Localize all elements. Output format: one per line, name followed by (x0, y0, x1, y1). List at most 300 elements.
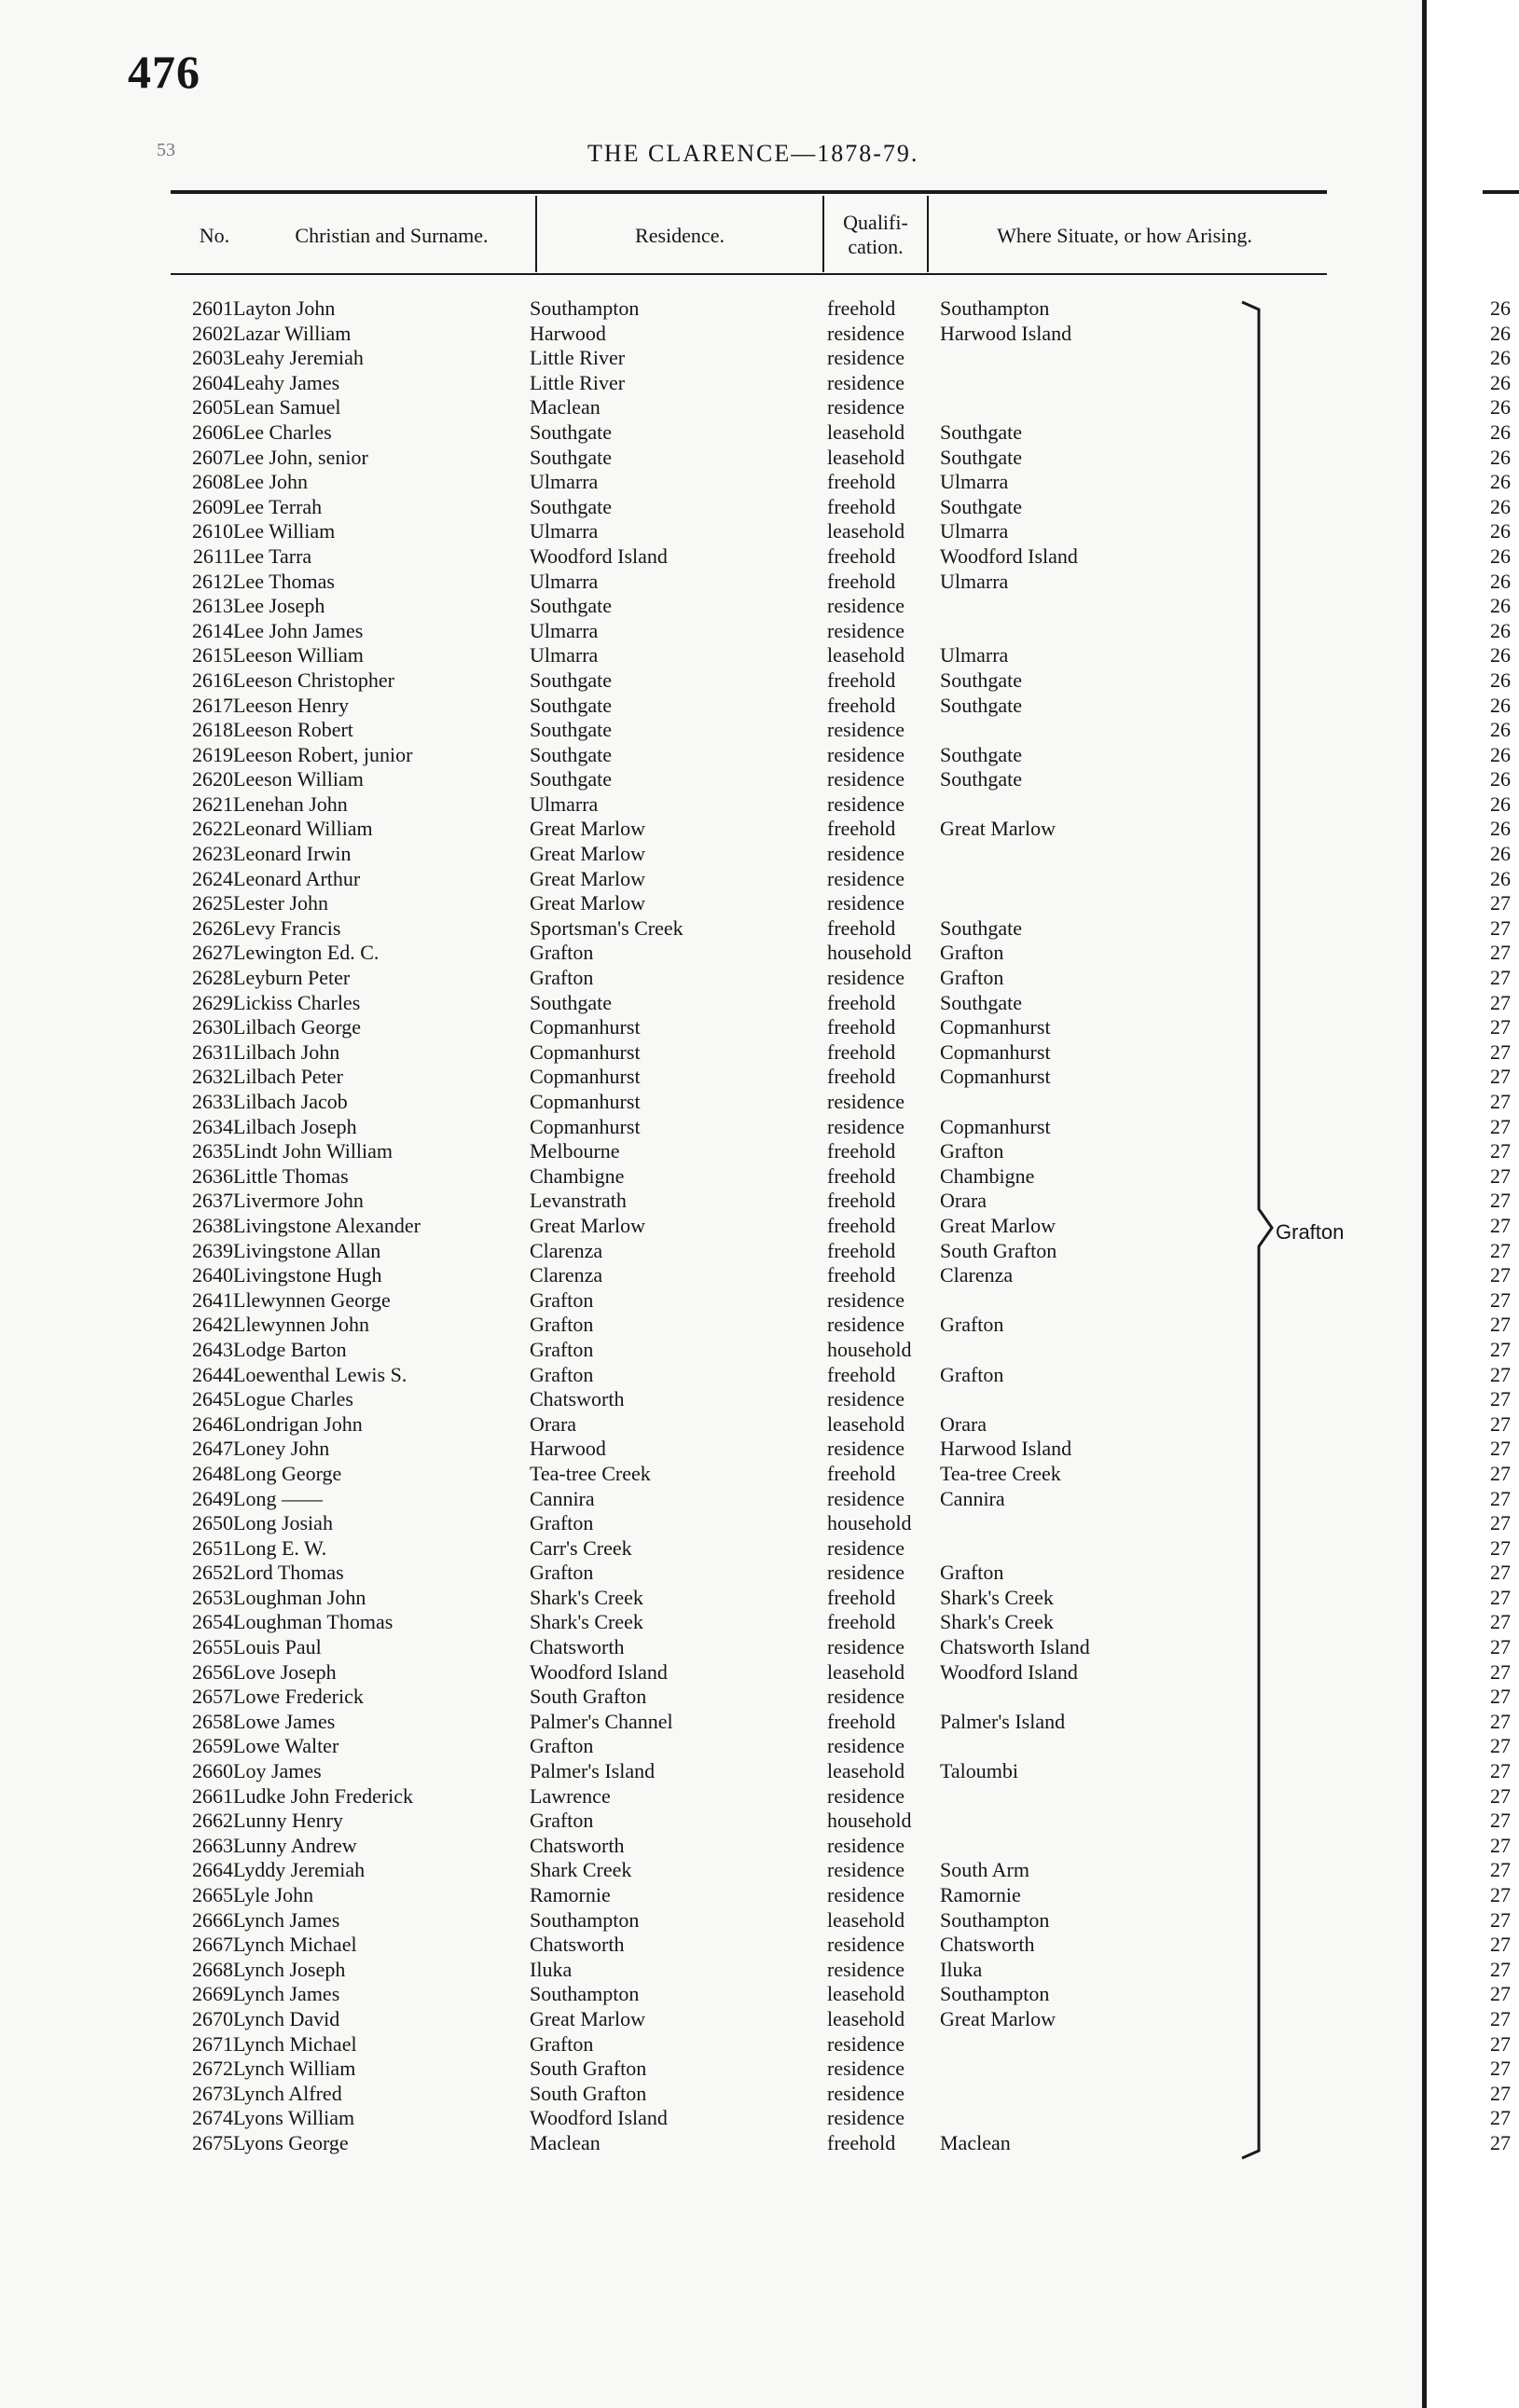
adjacent-number: 27 (1490, 1734, 1511, 1758)
row-name: Llewynnen John (233, 1313, 370, 1337)
adjacent-number: 26 (1490, 370, 1511, 394)
row-qualification: residence (827, 395, 905, 420)
table-row (0, 1586, 1427, 1611)
row-where-situate: Maclean (940, 2130, 1011, 2154)
row-qualification: residence (827, 966, 905, 990)
row-residence: Grafton (530, 1337, 594, 1361)
row-residence: Clarenza (530, 1263, 603, 1287)
row-residence: Southgate (530, 494, 612, 518)
row-residence: Grafton (530, 1561, 594, 1585)
table-row (0, 1090, 1427, 1115)
table-row (0, 1660, 1427, 1686)
row-residence: Clarenza (530, 1238, 603, 1262)
row-where-situate: Shark's Creek (940, 1585, 1054, 1609)
row-name: Lickiss Charles (233, 990, 361, 1014)
folio-mark: 53 (157, 140, 175, 160)
table-row (0, 1734, 1427, 1759)
row-name: Lynch Joseph (233, 1957, 346, 1981)
row-name: Lewington Ed. C. (233, 941, 380, 965)
adjacent-number: 26 (1490, 321, 1511, 345)
row-qualification: residence (827, 1957, 905, 1981)
row-where-situate: Chambigne (940, 1163, 1035, 1188)
register-rows (0, 296, 1427, 2156)
row-number: 2601 (192, 296, 233, 320)
row-residence: Chatsworth (530, 1833, 625, 1857)
row-where-situate: Southgate (940, 445, 1022, 469)
row-number: 2604 (192, 370, 233, 394)
row-name: Lee John James (233, 618, 364, 642)
row-name: Leeson William (233, 643, 364, 667)
adjacent-number: 27 (1490, 1858, 1511, 1882)
row-name: Leeson Robert (233, 718, 353, 742)
adjacent-number: 27 (1490, 2006, 1511, 2030)
row-name: Lodge Barton (233, 1337, 347, 1361)
header-residence: Residence. (635, 224, 725, 247)
adjacent-number: 26 (1490, 742, 1511, 766)
adjacent-number: 27 (1490, 1759, 1511, 1783)
row-residence: Levanstrath (530, 1189, 627, 1213)
row-name: Lean Samuel (233, 395, 341, 420)
table-row (0, 395, 1427, 420)
row-name: Lynch James (233, 1982, 340, 2006)
row-number: 2644 (192, 1362, 233, 1386)
row-name: Leahy Jeremiah (233, 346, 364, 370)
row-name: Lilbach Peter (233, 1065, 343, 1089)
table-row (0, 594, 1427, 619)
row-name: Lynch William (233, 2057, 356, 2081)
table-row (0, 346, 1427, 371)
row-name: Lynch Alfred (233, 2081, 342, 2105)
row-qualification: household (827, 1511, 912, 1535)
row-qualification: leasehold (827, 445, 905, 469)
row-where-situate: Ulmarra (940, 519, 1009, 544)
row-number: 2602 (192, 321, 233, 345)
row-number: 2622 (192, 817, 233, 841)
adjacent-number: 27 (1490, 2081, 1511, 2105)
adjacent-number: 26 (1490, 420, 1511, 444)
row-where-situate: Grafton (940, 1561, 1004, 1585)
row-number: 2667 (192, 1933, 233, 1957)
adjacent-number: 27 (1490, 1362, 1511, 1386)
row-name: Lunny Andrew (233, 1833, 357, 1857)
adjacent-number: 27 (1490, 1213, 1511, 1237)
table-row (0, 867, 1427, 892)
row-residence: South Grafton (530, 2057, 647, 2081)
table-row (0, 2032, 1427, 2057)
row-where-situate: Woodford Island (940, 544, 1078, 568)
row-residence: Chatsworth (530, 1933, 625, 1957)
row-qualification: freehold (827, 494, 896, 518)
adjacent-number: 27 (1490, 1337, 1511, 1361)
adjacent-number: 26 (1490, 594, 1511, 618)
adjacent-number: 27 (1490, 1139, 1511, 1163)
row-residence: Harwood (530, 1437, 606, 1461)
table-row (0, 1982, 1427, 2007)
row-name: Lord Thomas (233, 1561, 344, 1585)
table-row (0, 1214, 1427, 1239)
adjacent-number: 27 (1490, 1610, 1511, 1634)
row-qualification: residence (827, 618, 905, 642)
adjacent-number: 27 (1490, 1833, 1511, 1857)
row-residence: Maclean (530, 395, 601, 420)
row-name: Livingstone Alexander (233, 1213, 421, 1237)
row-residence: Ulmarra (530, 643, 599, 667)
row-where-situate: Southampton (940, 1907, 1050, 1932)
adjacent-number: 26 (1490, 395, 1511, 420)
row-number: 2642 (192, 1313, 233, 1337)
page-number: 476 (128, 46, 200, 98)
row-qualification: freehold (827, 1163, 896, 1188)
table-row (0, 991, 1427, 1016)
table-row (0, 1809, 1427, 1834)
row-number: 2674 (192, 2106, 233, 2130)
row-qualification: residence (827, 1437, 905, 1461)
row-name: Livingstone Allan (233, 1238, 381, 1262)
row-qualification: household (827, 1337, 912, 1361)
adjacent-number: 27 (1490, 1437, 1511, 1461)
row-number: 2607 (192, 445, 233, 469)
row-where-situate: Grafton (940, 1139, 1004, 1163)
adjacent-number: 27 (1490, 1982, 1511, 2006)
row-number: 2648 (192, 1461, 233, 1485)
adjacent-number: 26 (1490, 445, 1511, 469)
row-qualification: freehold (827, 1039, 896, 1064)
row-residence: Southampton (530, 296, 640, 320)
row-name: Leonard Arthur (233, 866, 361, 890)
row-number: 2673 (192, 2081, 233, 2105)
row-number: 2610 (192, 519, 233, 544)
table-row (0, 1610, 1427, 1635)
row-where-situate: Clarenza (940, 1263, 1014, 1287)
adjacent-number: 27 (1490, 1685, 1511, 1709)
row-where-situate: Ulmarra (940, 569, 1009, 593)
adjacent-number: 27 (1490, 1783, 1511, 1808)
adjacent-number: 27 (1490, 915, 1511, 940)
row-qualification: residence (827, 1858, 905, 1882)
row-where-situate: Chatsworth (940, 1933, 1035, 1957)
row-number: 2659 (192, 1734, 233, 1758)
row-qualification: residence (827, 2081, 905, 2105)
row-number: 2675 (192, 2130, 233, 2154)
table-row (0, 1040, 1427, 1066)
row-residence: Grafton (530, 1362, 594, 1386)
row-number: 2663 (192, 1833, 233, 1857)
row-residence: Ulmarra (530, 519, 599, 544)
row-number: 2614 (192, 618, 233, 642)
row-residence: Grafton (530, 1809, 594, 1833)
row-number: 2670 (192, 2006, 233, 2030)
table-row (0, 519, 1427, 544)
row-name: Logue Charles (233, 1387, 353, 1411)
row-qualification: leasehold (827, 1907, 905, 1932)
table-row (0, 643, 1427, 668)
header-where: Where Situate, or how Arising. (997, 224, 1252, 247)
row-qualification: residence (827, 1883, 905, 1906)
row-residence: Southgate (530, 693, 612, 717)
row-residence: Southgate (530, 767, 612, 791)
row-name: Lyons William (233, 2106, 355, 2130)
row-number: 2623 (192, 842, 233, 866)
row-qualification: residence (827, 866, 905, 890)
row-number: 2631 (192, 1039, 233, 1064)
row-qualification: household (827, 1809, 912, 1833)
adjacent-number: 26 (1490, 544, 1511, 568)
row-qualification: leasehold (827, 643, 905, 667)
adjacent-number: 27 (1490, 2106, 1511, 2130)
row-residence: Chambigne (530, 1163, 625, 1188)
row-where-situate: South Grafton (940, 1238, 1057, 1262)
row-qualification: freehold (827, 817, 896, 841)
table-row (0, 1784, 1427, 1809)
table-row (0, 1115, 1427, 1140)
row-qualification: leasehold (827, 519, 905, 544)
row-name: Lowe Frederick (233, 1685, 364, 1709)
row-number: 2626 (192, 915, 233, 940)
row-qualification: freehold (827, 1189, 896, 1213)
row-residence: Copmanhurst (530, 1090, 641, 1113)
table-row (0, 420, 1427, 446)
row-where-situate: Copmanhurst (940, 1065, 1051, 1089)
table-row (0, 1685, 1427, 1710)
row-residence: Sportsman's Creek (530, 915, 684, 940)
row-name: Long E. W. (233, 1535, 327, 1560)
row-where-situate: Orara (940, 1189, 987, 1213)
row-number: 2634 (192, 1114, 233, 1138)
row-residence: Carr's Creek (530, 1535, 632, 1560)
adjacent-number: 26 (1490, 693, 1511, 717)
row-where-situate: Ulmarra (940, 643, 1009, 667)
header-bottom-rule (171, 273, 1327, 275)
row-qualification: residence (827, 1090, 905, 1113)
row-name: Lilbach Joseph (233, 1114, 357, 1138)
table-row (0, 544, 1427, 570)
right-brace-icon (1240, 300, 1277, 2160)
row-name: Leyburn Peter (233, 966, 351, 990)
row-qualification: freehold (827, 1461, 896, 1485)
row-residence: Cannira (530, 1486, 595, 1510)
row-qualification: residence (827, 1833, 905, 1857)
row-where-situate: Southampton (940, 296, 1050, 320)
table-row (0, 817, 1427, 842)
table-row (0, 1363, 1427, 1388)
row-name: Layton John (233, 296, 336, 320)
row-residence: Grafton (530, 1287, 594, 1312)
adjacent-number: 27 (1490, 2057, 1511, 2081)
row-qualification: residence (827, 1114, 905, 1138)
row-residence: Southgate (530, 594, 612, 618)
row-qualification: freehold (827, 1362, 896, 1386)
table-row (0, 495, 1427, 520)
row-number: 2671 (192, 2031, 233, 2056)
row-qualification: residence (827, 891, 905, 915)
adjacent-number: 26 (1490, 643, 1511, 667)
row-residence: Southgate (530, 667, 612, 692)
row-where-situate: Southgate (940, 767, 1022, 791)
table-row (0, 1462, 1427, 1487)
row-number: 2653 (192, 1585, 233, 1609)
adjacent-number: 27 (1490, 1090, 1511, 1113)
row-qualification: residence (827, 2057, 905, 2081)
table-row (0, 1065, 1427, 1090)
table-row (0, 371, 1427, 396)
row-name: Lazar William (233, 321, 352, 345)
table-row (0, 792, 1427, 818)
adjacent-number: 27 (1490, 2130, 1511, 2154)
row-number: 2654 (192, 1610, 233, 1634)
row-qualification: household (827, 941, 912, 965)
row-residence: Southampton (530, 1907, 640, 1932)
header-qualification: Qualifi-cation. (843, 211, 908, 258)
adjacent-number: 27 (1490, 1809, 1511, 1833)
row-number: 2639 (192, 1238, 233, 1262)
table-row (0, 1858, 1427, 1883)
row-name: Lee Charles (233, 420, 332, 444)
row-qualification: residence (827, 767, 905, 791)
row-name: Leonard William (233, 817, 373, 841)
bracket-label: Grafton (1276, 1220, 1345, 1244)
row-name: Lindt John William (233, 1139, 394, 1163)
table-row (0, 1015, 1427, 1040)
adjacent-number: 27 (1490, 891, 1511, 915)
table-row (0, 2082, 1427, 2107)
row-number: 2606 (192, 420, 233, 444)
row-number: 2629 (192, 990, 233, 1014)
row-number: 2625 (192, 891, 233, 915)
table-row (0, 1139, 1427, 1164)
row-number: 2633 (192, 1090, 233, 1113)
row-residence: Ulmarra (530, 470, 599, 494)
table-row (0, 1412, 1427, 1438)
row-number: 2619 (192, 742, 233, 766)
row-number: 2616 (192, 667, 233, 692)
row-number: 2621 (192, 791, 233, 816)
adjacent-number: 26 (1490, 791, 1511, 816)
row-number: 2618 (192, 718, 233, 742)
row-qualification: residence (827, 1734, 905, 1758)
row-number: 2640 (192, 1263, 233, 1287)
table-row (0, 842, 1427, 867)
row-number: 2624 (192, 866, 233, 890)
row-number: 2628 (192, 966, 233, 990)
row-residence: Melbourne (530, 1139, 620, 1163)
row-name: Lyddy Jeremiah (233, 1858, 366, 1882)
row-qualification: residence (827, 346, 905, 370)
table-row (0, 1164, 1427, 1190)
adjacent-number: 27 (1490, 1635, 1511, 1659)
row-where-situate: Iluka (940, 1957, 983, 1981)
row-name: Lynch David (233, 2006, 340, 2030)
row-number: 2646 (192, 1411, 233, 1436)
row-where-situate: Palmer's Island (940, 1709, 1066, 1733)
row-qualification: leasehold (827, 2006, 905, 2030)
adjacent-number: 27 (1490, 1039, 1511, 1064)
row-qualification: freehold (827, 1238, 896, 1262)
table-row (0, 941, 1427, 966)
row-qualification: leasehold (827, 1659, 905, 1684)
row-qualification: residence (827, 1287, 905, 1312)
row-residence: Woodford Island (530, 544, 668, 568)
row-qualification: freehold (827, 569, 896, 593)
table-row (0, 1511, 1427, 1536)
row-name: Loewenthal Lewis S. (233, 1362, 407, 1386)
row-residence: Ulmarra (530, 618, 599, 642)
row-name: Long Josiah (233, 1511, 333, 1535)
row-where-situate: Great Marlow (940, 817, 1056, 841)
adjacent-number: 27 (1490, 990, 1511, 1014)
row-name: Lowe Walter (233, 1734, 339, 1758)
row-number: 2615 (192, 643, 233, 667)
adjacent-number: 27 (1490, 1957, 1511, 1981)
row-number: 2665 (192, 1883, 233, 1906)
row-number: 2630 (192, 1015, 233, 1039)
adjacent-number: 27 (1490, 1065, 1511, 1089)
row-number: 2669 (192, 1982, 233, 2006)
row-number: 2649 (192, 1486, 233, 1510)
row-name: Leeson William (233, 767, 364, 791)
row-number: 2655 (192, 1635, 233, 1659)
row-name: Lunny Henry (233, 1809, 343, 1833)
row-residence: Ulmarra (530, 791, 599, 816)
row-qualification: freehold (827, 296, 896, 320)
row-residence: Ramornie (530, 1883, 611, 1906)
table-row (0, 2057, 1427, 2082)
table-row (0, 470, 1427, 495)
row-qualification: leasehold (827, 1411, 905, 1436)
table-row (0, 1908, 1427, 1933)
row-qualification: residence (827, 1933, 905, 1957)
table-row (0, 1933, 1427, 1958)
row-name: Lyle John (233, 1883, 314, 1906)
table-row (0, 1561, 1427, 1586)
row-residence: Harwood (530, 321, 606, 345)
row-name: Lee John (233, 470, 309, 494)
row-name: Louis Paul (233, 1635, 322, 1659)
row-qualification: residence (827, 2106, 905, 2130)
adjacent-number: 27 (1490, 941, 1511, 965)
row-name: Livingstone Hugh (233, 1263, 382, 1287)
row-where-situate: Southgate (940, 742, 1022, 766)
row-residence: Woodford Island (530, 2106, 668, 2130)
row-number: 2617 (192, 693, 233, 717)
row-residence: Little River (530, 346, 626, 370)
row-number: 2664 (192, 1858, 233, 1882)
row-residence: Chatsworth (530, 1635, 625, 1659)
row-residence: Southgate (530, 742, 612, 766)
row-where-situate: Grafton (940, 941, 1004, 965)
row-name: Loney John (233, 1437, 330, 1461)
adjacent-number: 27 (1490, 1511, 1511, 1535)
adjacent-number: 27 (1490, 1933, 1511, 1957)
adjacent-number: 27 (1490, 1585, 1511, 1609)
table-row (0, 2131, 1427, 2156)
table-row (0, 2007, 1427, 2032)
row-qualification: freehold (827, 544, 896, 568)
row-qualification: residence (827, 594, 905, 618)
row-number: 2635 (192, 1139, 233, 1163)
row-residence: Lawrence (530, 1783, 611, 1808)
adjacent-number: 26 (1490, 346, 1511, 370)
row-where-situate: Southgate (940, 915, 1022, 940)
adjacent-number: 27 (1490, 1189, 1511, 1213)
table-row (0, 1487, 1427, 1512)
row-residence: Great Marlow (530, 866, 646, 890)
adjacent-number: 27 (1490, 1163, 1511, 1188)
row-name: Love Joseph (233, 1659, 337, 1684)
row-qualification: residence (827, 742, 905, 766)
row-residence: Palmer's Island (530, 1759, 656, 1783)
row-number: 2603 (192, 346, 233, 370)
row-name: Londrigan John (233, 1411, 363, 1436)
